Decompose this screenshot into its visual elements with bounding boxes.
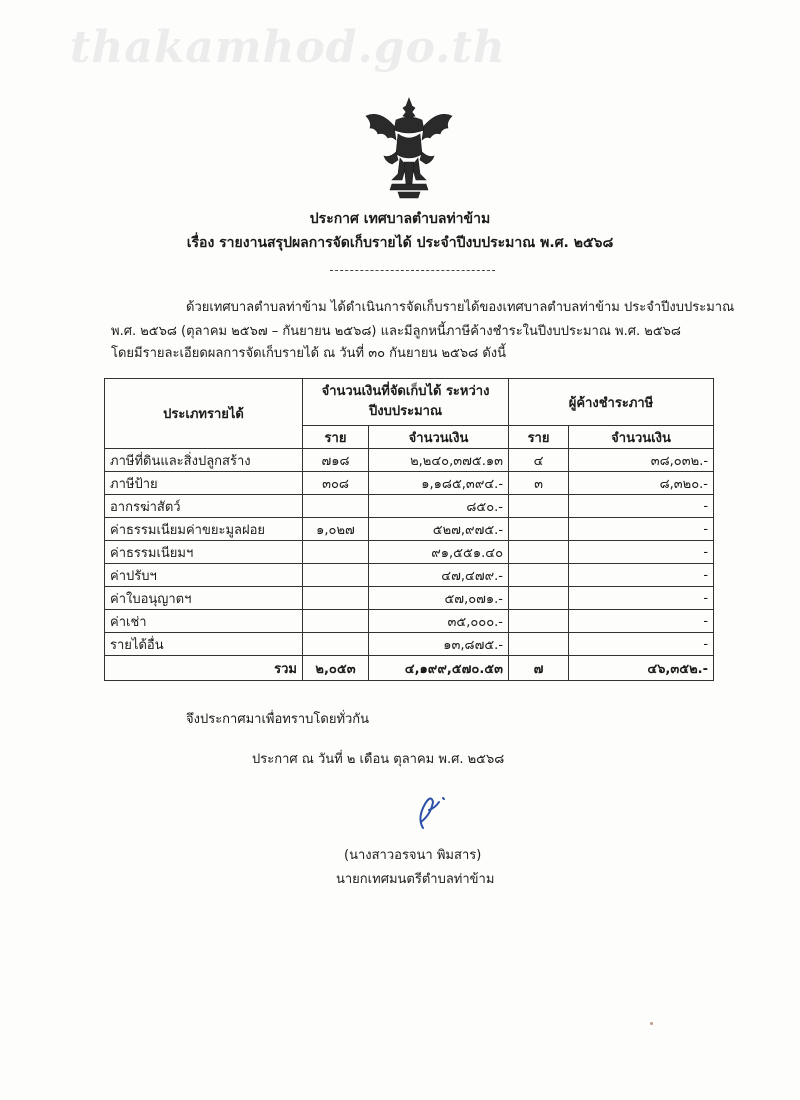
signatory-position: นายกเทศมนตรีตำบลท่าข้าม	[336, 872, 495, 887]
header-arrears-count: ราย	[509, 426, 569, 449]
header-revenue-type: ประเภทรายได้	[105, 379, 303, 449]
total-arrears-count: ๗	[509, 656, 569, 681]
signatory-name: (นางสาวอรจนา พิมสาร)	[344, 848, 482, 863]
announcement-date: ประกาศ ณ วันที่ ๒ เดือน ตุลาคม พ.ศ. ๒๕๖๘	[252, 752, 505, 767]
revenue-count	[303, 633, 369, 656]
revenue-name: ค่าใบอนุญาตฯ	[105, 587, 303, 610]
table-row	[105, 610, 714, 633]
intro-line-3: โดยมีรายละเอียดผลการจัดเก็บรายได้ ณ วันที่ ๓๐ กันยายน ๒๕๖๘ ดังนี้	[111, 346, 506, 361]
table-row	[105, 449, 714, 472]
table-row	[105, 518, 714, 541]
revenue-amount: ๘๕๐.-	[369, 495, 509, 518]
arrears-amount: -	[569, 541, 714, 564]
revenue-name: ภาษีที่ดินและสิ่งปลูกสร้าง	[105, 449, 303, 472]
closing-notice: จึงประกาศมาเพื่อทราบโดยทั่วกัน	[186, 712, 370, 727]
table-row	[105, 495, 714, 518]
revenue-name: ค่าเช่า	[105, 610, 303, 633]
table-row	[105, 587, 714, 610]
revenue-name: ค่าธรรมเนียมค่าขยะมูลฝอย	[105, 518, 303, 541]
revenue-name: ค่าปรับฯ	[105, 564, 303, 587]
table-row	[105, 564, 714, 587]
revenue-count: ๗๑๘	[303, 449, 369, 472]
arrears-count	[509, 610, 569, 633]
header-arrears: ผู้ค้างชำระภาษี	[509, 379, 714, 426]
revenue-count	[303, 587, 369, 610]
watermark: thakamhod.go.th	[70, 22, 506, 73]
revenue-count: ๓๐๘	[303, 472, 369, 495]
divider	[330, 270, 495, 271]
arrears-count	[509, 587, 569, 610]
speck	[650, 1022, 653, 1025]
intro-line-2: พ.ศ. ๒๕๖๘ (ตุลาคม ๒๕๖๗ – กันยายน ๒๕๖๘) และมีลูกหนี้ภาษีค้างชำระในปีงบประมาณ พ.ศ. ๒๕๖๘	[111, 324, 681, 339]
arrears-count	[509, 541, 569, 564]
arrears-count	[509, 564, 569, 587]
header-count: ราย	[303, 426, 369, 449]
header-collected: จำนวนเงินที่จัดเก็บได้ ระหว่างปีงบประมาณ	[303, 379, 509, 426]
arrears-amount: -	[569, 564, 714, 587]
revenue-amount: ๔๗,๔๗๙.-	[369, 564, 509, 587]
arrears-amount: -	[569, 610, 714, 633]
table-row	[105, 541, 714, 564]
revenue-amount: ๒,๒๔๐,๓๗๕.๑๓	[369, 449, 509, 472]
arrears-amount: ๘,๓๒๐.-	[569, 472, 714, 495]
revenue-count	[303, 541, 369, 564]
revenue-amount: ๙๑,๕๕๑.๔๐	[369, 541, 509, 564]
garuda-emblem-icon	[362, 96, 456, 200]
revenue-name: อากรฆ่าสัตว์	[105, 495, 303, 518]
header-amount: จำนวนเงิน	[369, 426, 509, 449]
intro-line-1: ด้วยเทศบาลตำบลท่าข้าม ได้ดำเนินการจัดเก็บรายได้ของเทศบาลตำบลท่าข้าม ประจำปีงบประมาณ	[186, 300, 735, 315]
arrears-amount: -	[569, 633, 714, 656]
arrears-amount: -	[569, 587, 714, 610]
header-arrears-amount: จำนวนเงิน	[569, 426, 714, 449]
revenue-count	[303, 495, 369, 518]
revenue-amount: ๓๕,๐๐๐.-	[369, 610, 509, 633]
total-arrears-amount: ๔๖,๓๕๒.-	[569, 656, 714, 681]
revenue-amount: ๑,๑๘๕,๓๙๔.-	[369, 472, 509, 495]
table-row	[105, 472, 714, 495]
revenue-name: ภาษีป้าย	[105, 472, 303, 495]
arrears-count: ๔	[509, 449, 569, 472]
revenue-name: รายได้อื่น	[105, 633, 303, 656]
announcement-subject: เรื่อง รายงานสรุปผลการจัดเก็บรายได้ ประจำปีงบประมาณ พ.ศ. ๒๕๖๘	[186, 235, 614, 251]
total-count: ๒,๐๕๓	[303, 656, 369, 681]
signature-icon	[405, 788, 451, 834]
revenue-count	[303, 564, 369, 587]
total-amount: ๔,๑๙๙,๕๗๐.๕๓	[369, 656, 509, 681]
total-label: รวม	[105, 656, 303, 681]
arrears-amount: ๓๘,๐๓๒.-	[569, 449, 714, 472]
revenue-name: ค่าธรรมเนียมฯ	[105, 541, 303, 564]
arrears-amount: -	[569, 495, 714, 518]
announcement-title: ประกาศ เทศบาลตำบลท่าข้าม	[309, 211, 491, 227]
arrears-count: ๓	[509, 472, 569, 495]
arrears-count	[509, 518, 569, 541]
arrears-count	[509, 495, 569, 518]
arrears-count	[509, 633, 569, 656]
table-row	[105, 633, 714, 656]
arrears-amount: -	[569, 518, 714, 541]
revenue-amount: ๑๓,๘๗๕.-	[369, 633, 509, 656]
revenue-amount: ๕๒๗,๙๗๕.-	[369, 518, 509, 541]
revenue-count	[303, 610, 369, 633]
revenue-table	[104, 378, 714, 681]
revenue-count: ๑,๐๒๗	[303, 518, 369, 541]
revenue-amount: ๕๗,๐๗๑.-	[369, 587, 509, 610]
total-row	[105, 656, 714, 681]
